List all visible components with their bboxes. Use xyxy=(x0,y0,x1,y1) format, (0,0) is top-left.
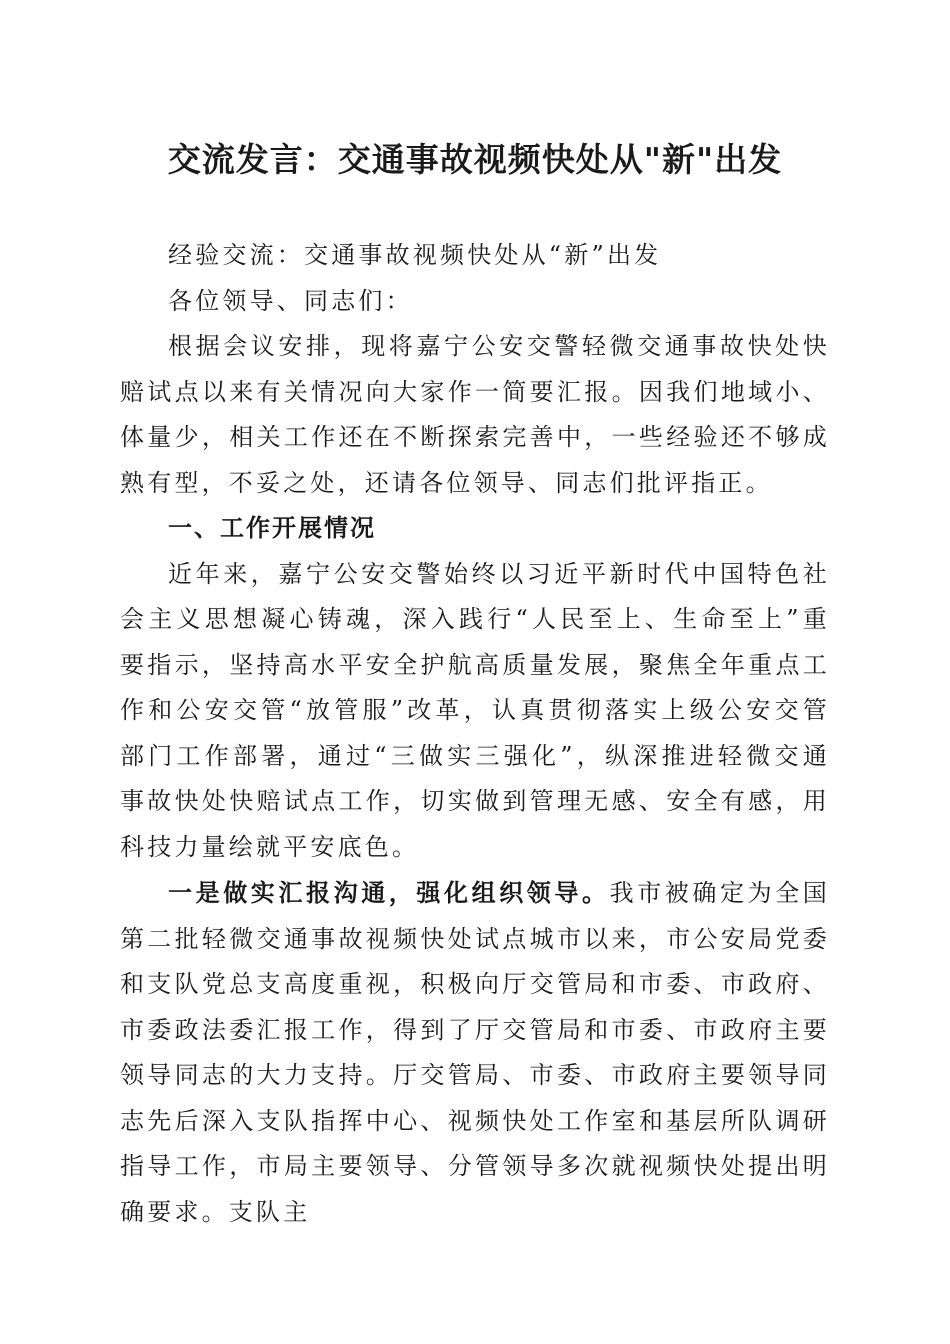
salutation-paragraph: 各位领导、同志们： xyxy=(168,286,413,315)
subtitle-paragraph: 经验交流：交通事故视频快处从“新”出发 xyxy=(168,241,662,269)
point-body-text: 我市被确定为全国第二批轻微交通事故视频快处试点城市以来，市公安局党委和支队党总支高度重视，积极向厅交管局和市委、市政府、市委政法委汇报工作，得到了厅交管局和市委、市政府主要领导同志的大力支持。厅交管局、市委、市政府主要领导同志先后深入支队指挥中心、视频快处工作室和基层所队调研指导工作，市局主要领导、分管领导多次就视频快处提出明确要求。支队主 xyxy=(120,879,830,1226)
document-body xyxy=(120,233,830,1235)
point-paragraph xyxy=(120,870,830,1235)
document-title: 交流发言：交通事故视频快处从"新"出发 xyxy=(167,140,783,179)
section-paragraph: 近年来，嘉宁公安交警始终以习近平新时代中国特色社会主义思想凝心铸魂，深入践行“人民至上、生命至上”重要指示，坚持高水平安全护航高质量发展，聚焦全年重点工作和公安交管“放管服”改革，认真贯彻落实上级公安交管部门工作部署，通过“三做实三强化”，纵深推进轻微交通事故快处快赔试点工作，切实做到管理无感、安全有感，用科技力量绘就平安底色。 xyxy=(120,559,830,861)
point-lead-text: 一是做实汇报沟通，强化组织领导。 xyxy=(168,878,610,907)
intro-paragraph: 根据会议安排，现将嘉宁公安交警轻微交通事故快处快赔试点以来有关情况向大家作一简要汇报。因我们地域小、体量少，相关工作还在不断探索完善中，一些经验还不够成熟有型，不妥之处，还请各位领导、同志们批评指正。 xyxy=(120,332,830,497)
section-heading: 一、工作开展情况 xyxy=(168,514,376,542)
